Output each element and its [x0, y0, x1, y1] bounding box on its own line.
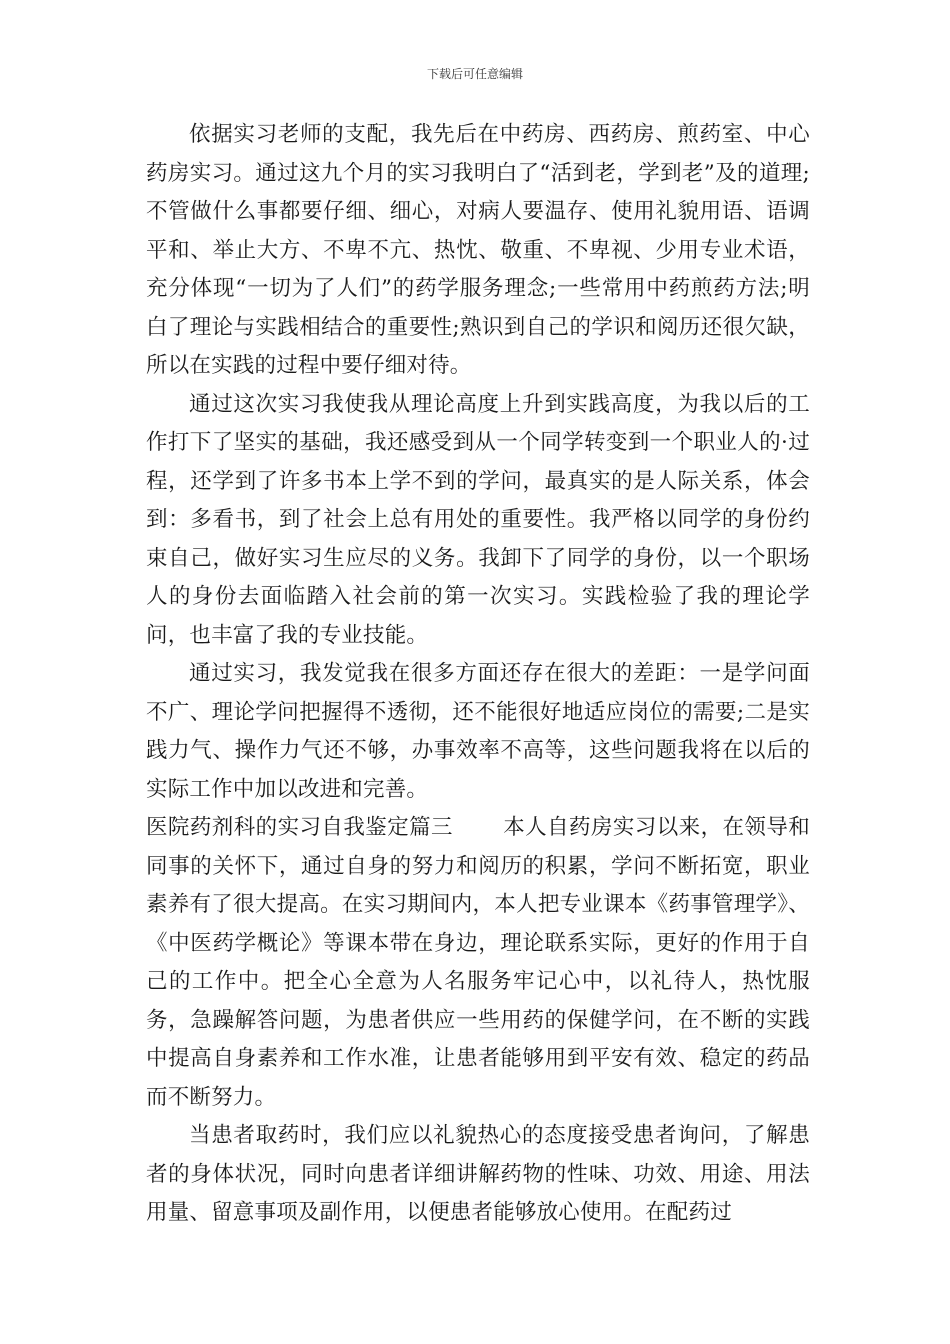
- page-header: 下载后可任意编辑: [426, 67, 523, 81]
- paragraph-dispensing-service: 当患者取药时，我们应以礼貌热心的态度接受患者询问，了解患者的身体状况，同时向患者详细讲解药物的性味、功效、用途、用法用量、留意事项及副作用，以便患者能够放心使用。在配药过: [146, 1123, 810, 1225]
- paragraph-internship-arrangement: 依据实习老师的支配，我先后在中药房、西药房、煎药室、中心药房实习。通过这九个月的实习我明白了“活到老，学到老”及的道理;不管做什么事都要仔细、细心，对病人要温存、使用礼貌用语、语调平和、举止大方、不卑不亢、热忱、敬重、不卑视、少用专业术语，充分体现“一切为了人们”的药学服务理念;一些常用中药煎药方法;明白了理论与实践相结合的重要性;熟识到自己的学识和阅历还很欠缺，所以在实践的过程中要仔细对待。: [146, 122, 810, 378]
- section-body-text: 本人自药房实习以来，在领导和同事的关怀下，通过自身的努力和阅历的积累，学问不断拓宽，职业素养有了很大提高。在实习期间内，本人把专业课本《药事管理学》、《中医药学概论》等课本带在身边，理论联系实际，更好的作用于自己的工作中。把全心全意为人名服务牢记心中，以礼待人，热忱服务，急躁解答问题，为患者供应一些用药的保健学问，在不断的实践中提高自身素养和工作水准，让患者能够用到平安有效、稳定的药品而不断努力。: [146, 815, 810, 1110]
- paragraph-shortcomings: 通过实习，我发觉我在很多方面还存在很大的差距：一是学问面不广、理论学问把握得不透彻，还不能很好地适应岗位的需要;二是实践力气、操作力气还不够，办事效率不高等，这些问题我将在以后的实际工作中加以改进和完善。: [146, 661, 810, 802]
- paragraph-theory-to-practice: 通过这次实习我使我从理论高度上升到实践高度，为我以后的工作打下了坚实的基础，我还感受到从一个同学转变到一个职业人的·过程，还学到了许多书本上学不到的学问，最真实的是人际关系，体会到：多看书，到了社会上总有用处的重要性。我严格以同学的身份约束自己，做好实习生应尽的义务。我卸下了同学的身份，以一个职场人的身份去面临踏入社会前的第一次实习。实践检验了我的理论学问，也丰富了我的专业技能。: [146, 391, 810, 648]
- section-heading: 医院药剂科的实习自我鉴定篇三: [146, 815, 453, 840]
- document-body: [146, 116, 810, 1233]
- section-part-three: [146, 809, 810, 1117]
